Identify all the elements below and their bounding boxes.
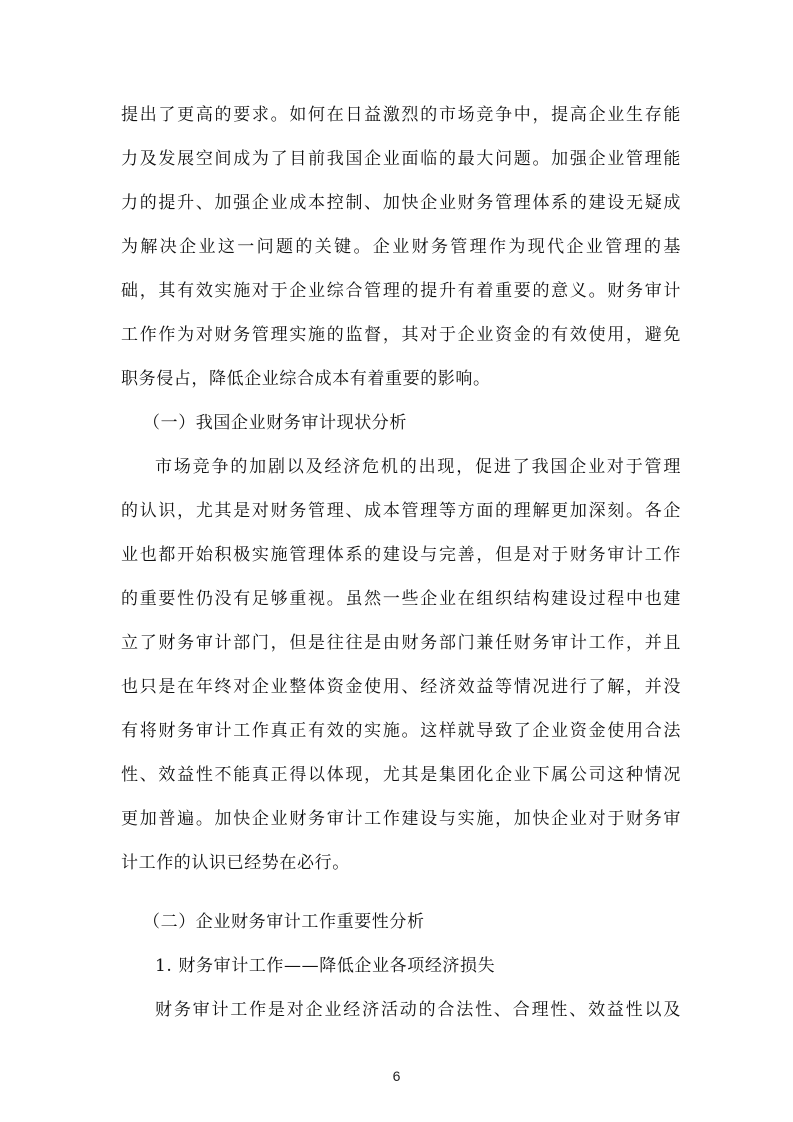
paragraph-2-line-3: 业也都开始积极实施管理体系的建设与完善，但是对于财务审计工作: [121, 545, 681, 565]
subsection-heading-1: 1. 财务审计工作——降低企业各项经济损失: [155, 956, 496, 976]
paragraph-1-line-4: 为解决企业这一问题的关键。企业财务管理作为现代企业管理的基: [121, 237, 681, 257]
paragraph-2-line-4: 的重要性仍没有足够重视。虽然一些企业在组织结构建设过程中也建: [121, 589, 681, 609]
paragraph-2-line-7: 有将财务审计工作真正有效的实施。这样就导致了企业资金使用合法: [121, 721, 681, 741]
paragraph-1-line-1: 提出了更高的要求。如何在日益激烈的市场竞争中，提高企业生存能: [121, 105, 681, 125]
page-number: 6: [392, 1068, 401, 1084]
section-heading-1: （一）我国企业财务审计现状分析: [143, 413, 407, 433]
paragraph-2-line-1: 市场竞争的加剧以及经济危机的出现，促进了我国企业对于管理: [155, 457, 681, 477]
paragraph-1-line-3: 力的提升、加强企业成本控制、加快企业财务管理体系的建设无疑成: [121, 193, 681, 213]
paragraph-2-line-10: 计工作的认识已经势在必行。: [121, 853, 350, 873]
paragraph-1-line-7: 职务侵占，降低企业综合成本有着重要的影响。: [121, 369, 491, 389]
paragraph-2-line-9: 更加普遍。加快企业财务审计工作建设与实施，加快企业对于财务审: [121, 809, 681, 829]
paragraph-1-line-6: 工作作为对财务管理实施的监督，其对于企业资金的有效使用，避免: [121, 325, 681, 345]
paragraph-1-line-5: 础，其有效实施对于企业综合管理的提升有着重要的意义。财务审计: [121, 281, 681, 301]
paragraph-2-line-2: 的认识，尤其是对财务管理、成本管理等方面的理解更加深刻。各企: [121, 501, 681, 521]
paragraph-2-line-6: 也只是在年终对企业整体资金使用、经济效益等情况进行了解，并没: [121, 677, 681, 697]
paragraph-3-line-1: 财务审计工作是对企业经济活动的合法性、合理性、效益性以及: [155, 1000, 681, 1020]
paragraph-2-line-5: 立了财务审计部门，但是往往是由财务部门兼任财务审计工作，并且: [121, 633, 681, 653]
paragraph-2-line-8: 性、效益性不能真正得以体现，尤其是集团化企业下属公司这种情况: [121, 765, 681, 785]
section-heading-2: （二）企业财务审计工作重要性分析: [143, 912, 425, 932]
paragraph-1-line-2: 力及发展空间成为了目前我国企业面临的最大问题。加强企业管理能: [121, 149, 681, 169]
